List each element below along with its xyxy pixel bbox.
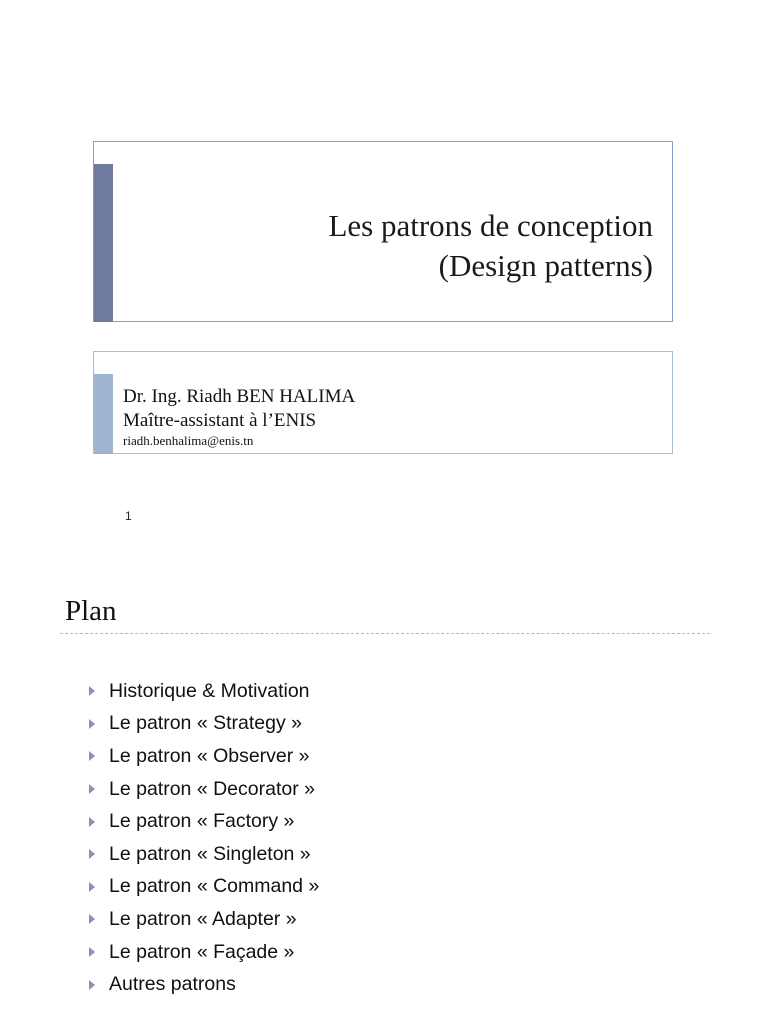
list-item [86,740,319,773]
triangle-right-icon [89,914,95,924]
triangle-right-icon [89,947,95,957]
triangle-right-icon [89,882,95,892]
author-box [93,351,673,454]
list-item-label: Le patron « Factory » [109,810,295,833]
list-item [86,773,319,806]
slide-title-line2: (Design patterns) [438,248,653,283]
list-item [86,805,319,838]
author-email: riadh.benhalima@enis.tn [123,433,254,448]
triangle-right-icon [89,849,95,859]
list-item [86,936,319,969]
list-item-label: Le patron « Strategy » [109,712,302,735]
author-info [123,385,355,449]
list-item-label: Le patron « Decorator » [109,777,315,800]
triangle-right-icon [89,980,95,990]
plan-title: Plan [65,595,117,627]
list-item-label: Le patron « Singleton » [109,842,311,865]
triangle-right-icon [89,784,95,794]
list-item-label: Historique & Motivation [109,679,310,702]
slide-title-line1: Les patrons de conception [328,208,653,243]
page-number: 1 [125,509,132,523]
triangle-right-icon [89,719,95,729]
author-name: Dr. Ing. Riadh BEN HALIMA [123,386,356,407]
triangle-right-icon [89,751,95,761]
list-item [86,838,319,871]
slide-title [328,206,653,286]
author-role: Maître-assistant à l’ENIS [123,410,317,431]
plan-divider [60,633,710,634]
list-item [86,708,319,741]
list-item-label: Autres patrons [109,973,236,996]
triangle-right-icon [89,686,95,696]
list-item [86,871,319,904]
list-item [86,968,319,1001]
list-item [86,903,319,936]
plan-list [86,675,319,1001]
list-item-label: Le patron « Command » [109,875,320,898]
list-item [86,675,319,708]
triangle-right-icon [89,817,95,827]
list-item-label: Le patron « Façade » [109,940,295,963]
list-item-label: Le patron « Observer » [109,744,310,767]
title-accent-bar [94,164,113,322]
title-slide-box [93,141,673,322]
author-accent-bar [94,374,113,454]
list-item-label: Le patron « Adapter » [109,907,297,930]
